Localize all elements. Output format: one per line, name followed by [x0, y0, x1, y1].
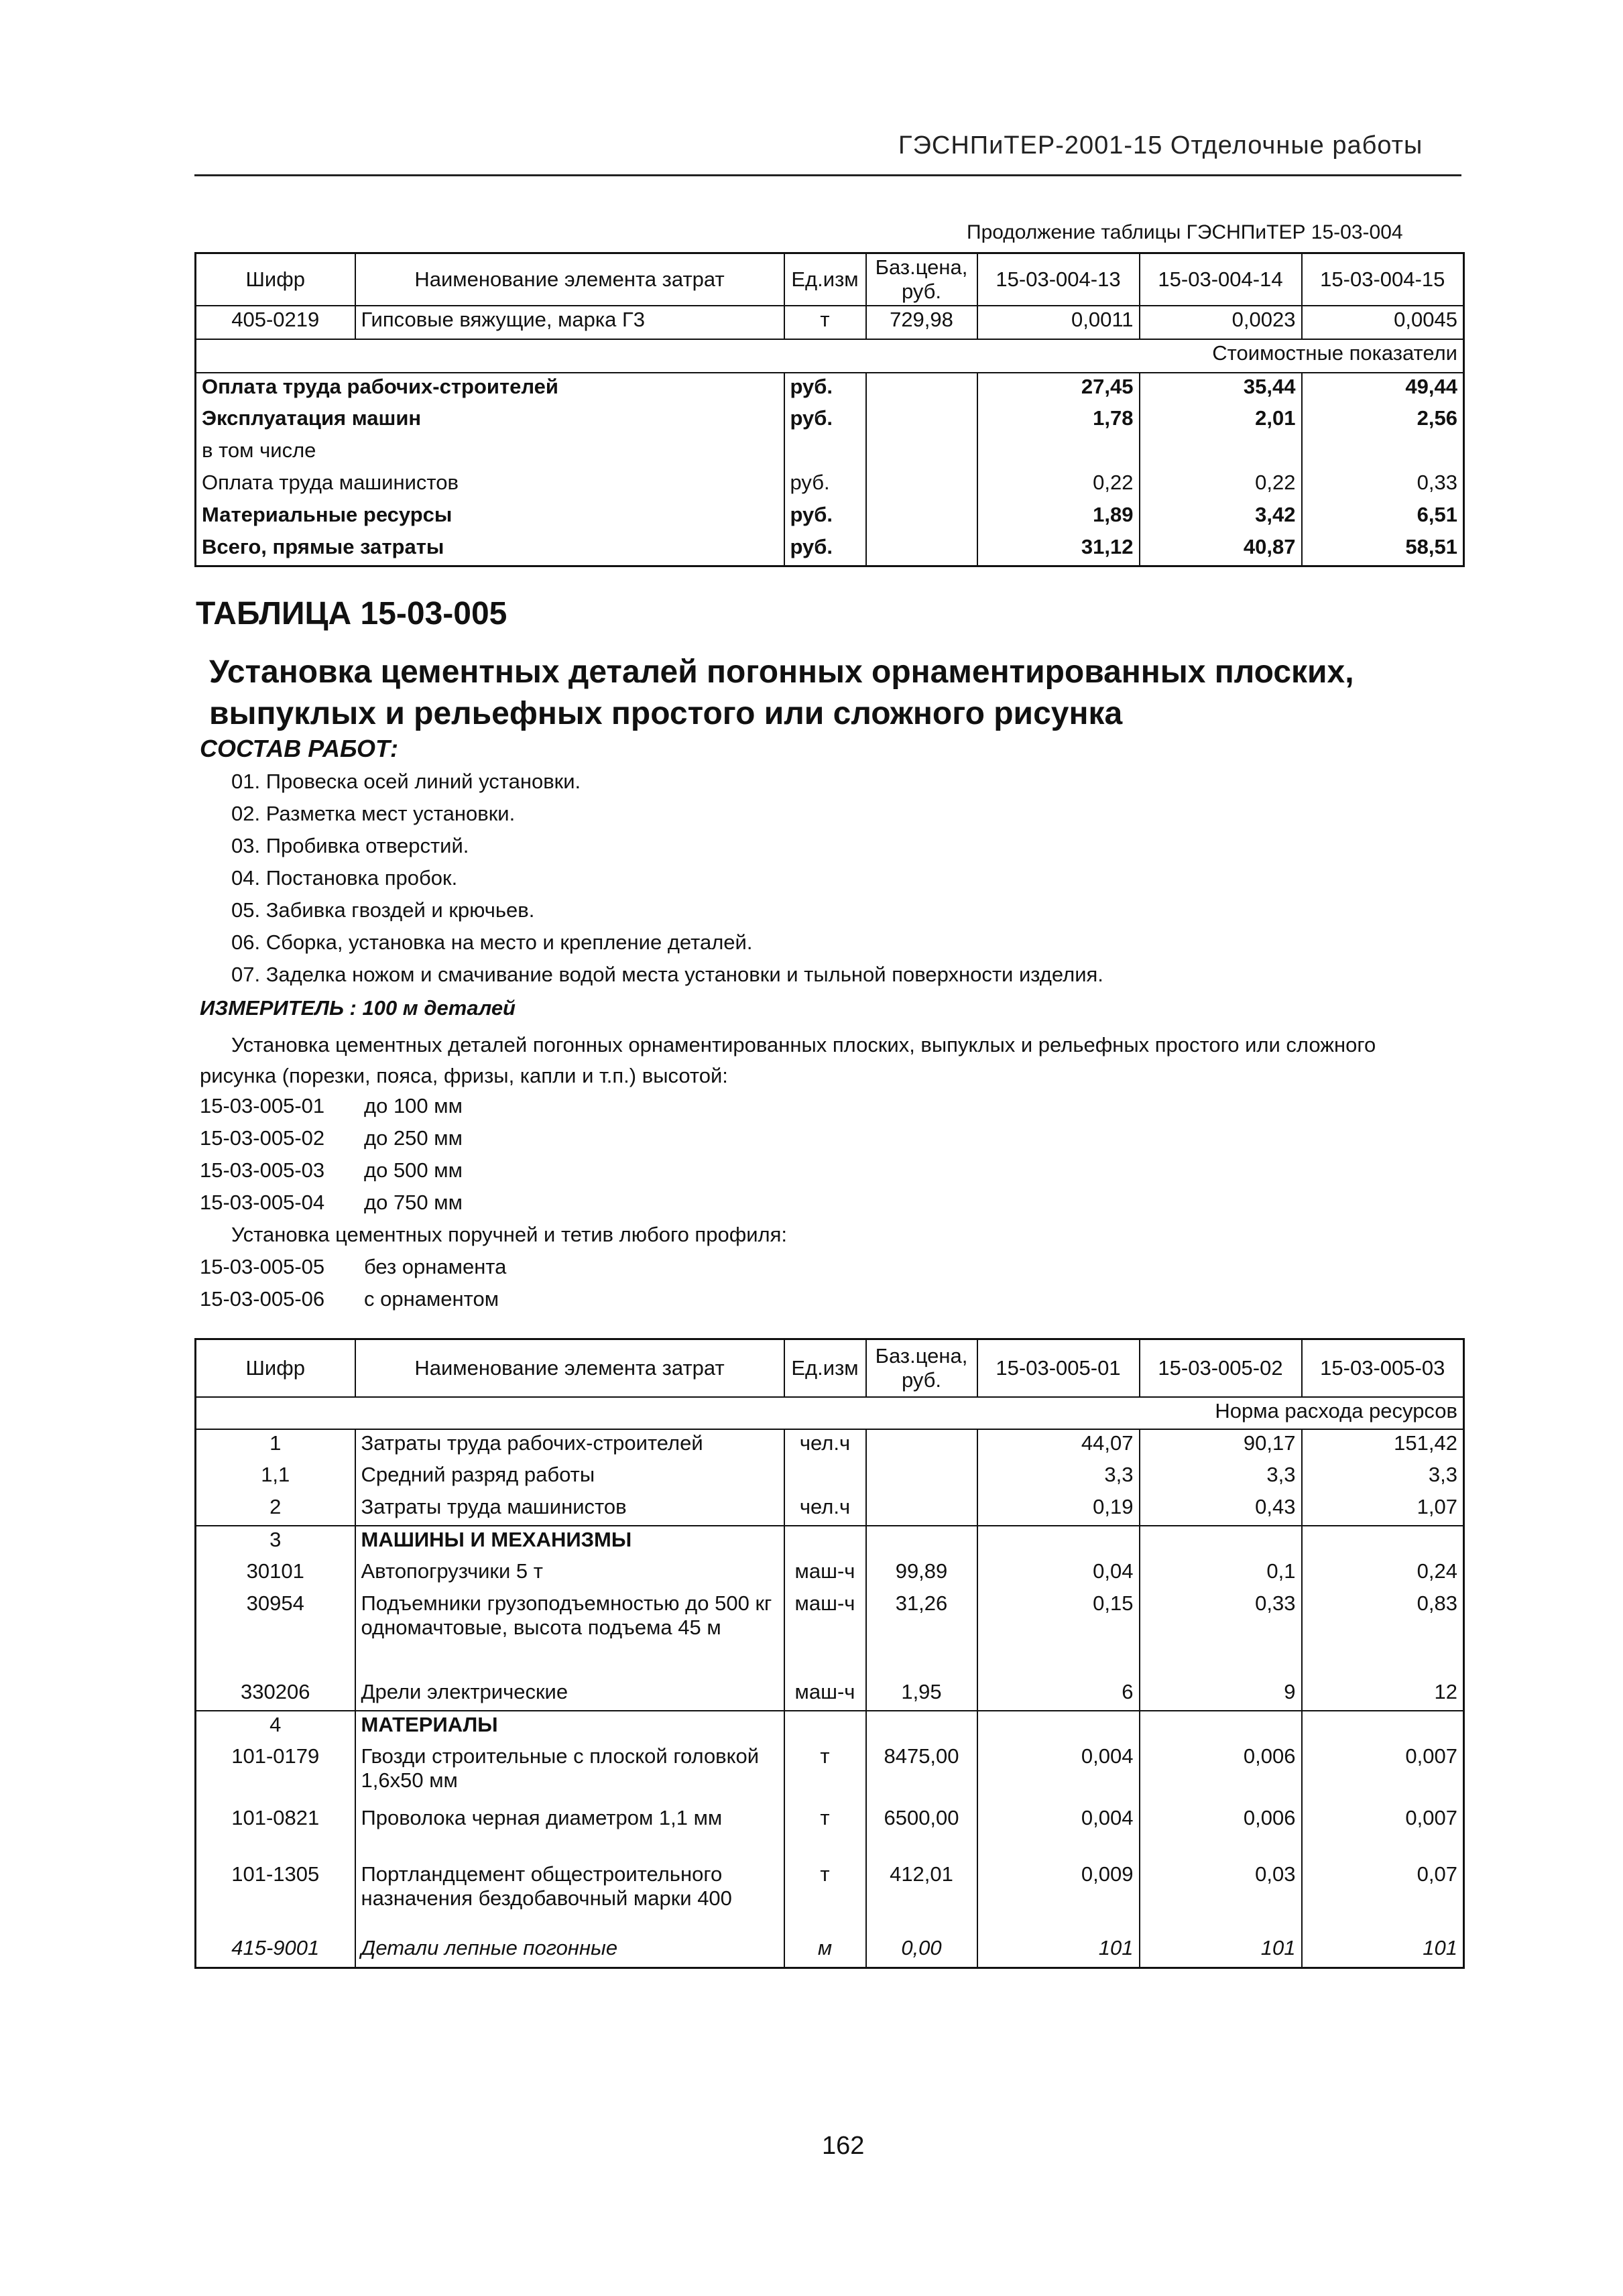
cell-name: Затраты труда машинистов — [355, 1494, 784, 1526]
cell-unit: чел.ч — [784, 1429, 866, 1461]
cell-code: 415-9001 — [196, 1935, 355, 1968]
code-value: до 250 мм — [364, 1126, 463, 1150]
cell-value: 2,01 — [1140, 405, 1302, 437]
cell-unit: руб. — [784, 534, 866, 566]
cell-price: 31,26 — [866, 1590, 977, 1679]
col-header-rate-2: 15-03-004-14 — [1140, 253, 1302, 306]
table-row — [196, 469, 1464, 501]
table-title: ТАБЛИЦА 15-03-005 — [196, 596, 507, 631]
header-rule — [194, 174, 1461, 176]
cell-value: 0,009 — [977, 1861, 1140, 1935]
resource-table-15-03-005 — [194, 1338, 1465, 1969]
cell-value: 0,33 — [1302, 469, 1464, 501]
cell-code: 30101 — [196, 1558, 355, 1590]
col-header-rate-2: 15-03-005-02 — [1140, 1339, 1302, 1397]
cell-value: 3,3 — [1302, 1461, 1464, 1494]
col-header-unit: Ед.изм — [784, 1339, 866, 1397]
table-row — [196, 437, 1464, 469]
cell-value: 101 — [1140, 1935, 1302, 1968]
cell-price: 6500,00 — [866, 1805, 977, 1861]
col-header-rate-1: 15-03-005-01 — [977, 1339, 1140, 1397]
code-label: 15-03-005-05 — [200, 1255, 325, 1278]
cell-value: 0,1 — [1140, 1558, 1302, 1590]
work-step: 03. Пробивка отверстий. — [231, 834, 469, 857]
work-step: 06. Сборка, установка на место и крепление деталей. — [231, 930, 753, 954]
cell-value: 0,22 — [1140, 469, 1302, 501]
work-step: 07. Заделка ножом и смачивание водой места установки и тыльной поверхности изделия. — [231, 963, 1103, 986]
continuation-caption: Продолжение таблицы ГЭСНПиТЕР 15-03-004 — [967, 221, 1403, 243]
cell-code: 4 — [196, 1711, 355, 1743]
col-header-rate-3: 15-03-004-15 — [1302, 253, 1464, 306]
table-row — [196, 1743, 1464, 1805]
code-value: без орнамента — [364, 1255, 507, 1278]
cell-price: 99,89 — [866, 1558, 977, 1590]
cell-code: 1,1 — [196, 1461, 355, 1494]
cell-value: 6,51 — [1302, 501, 1464, 534]
cell-value: 0,83 — [1302, 1590, 1464, 1679]
work-composition-heading: СОСТАВ РАБОТ: — [200, 735, 398, 762]
code-value: до 750 мм — [364, 1191, 463, 1214]
cell-name: Оплата труда машинистов — [196, 469, 784, 501]
cell-unit: руб. — [784, 469, 866, 501]
cell-value: 0,04 — [977, 1558, 1140, 1590]
cell-code: 101-0179 — [196, 1743, 355, 1805]
cell-name: Гипсовые вяжущие, марка Г3 — [355, 306, 784, 339]
cell-value: 0,004 — [977, 1743, 1140, 1805]
cell-value: 0,19 — [977, 1494, 1140, 1526]
cell-unit: м — [784, 1935, 866, 1968]
cell-unit: руб. — [784, 501, 866, 534]
table-row — [196, 1429, 1464, 1461]
cell-value: 12 — [1302, 1679, 1464, 1711]
cell-unit — [784, 1461, 866, 1494]
cell-price: 1,95 — [866, 1679, 977, 1711]
table-row — [196, 1494, 1464, 1526]
cell-name: Детали лепные погонные — [355, 1935, 784, 1968]
description-paragraph-2: Установка цементных поручней и тетив любого профиля: — [231, 1223, 788, 1246]
code-value: до 500 мм — [364, 1158, 463, 1182]
cell-value: 151,42 — [1302, 1429, 1464, 1461]
cell-value: 0,006 — [1140, 1805, 1302, 1861]
cell-value: 90,17 — [1140, 1429, 1302, 1461]
cell-price — [866, 1461, 977, 1494]
table-row — [196, 405, 1464, 437]
cell-value: 0,007 — [1302, 1805, 1464, 1861]
col-header-price: Баз.цена, руб. — [866, 1339, 977, 1397]
table-row — [196, 1679, 1464, 1711]
col-header-code: Шифр — [196, 1339, 355, 1397]
cell-value: 0,24 — [1302, 1558, 1464, 1590]
cell-price — [866, 1429, 977, 1461]
code-label: 15-03-005-03 — [200, 1158, 325, 1182]
code-label: 15-03-005-06 — [200, 1287, 325, 1311]
cell-code: 30954 — [196, 1590, 355, 1679]
table-row — [196, 1711, 1464, 1743]
cell-price — [866, 1494, 977, 1526]
col-header-name: Наименование элемента затрат — [355, 253, 784, 306]
col-header-rate-3: 15-03-005-03 — [1302, 1339, 1464, 1397]
cell-price: 0,00 — [866, 1935, 977, 1968]
table-subtitle: Установка цементных деталей погонных орнаментированных плоских, выпуклых и рельефных простого или сложного рисунка — [209, 654, 1354, 731]
cell-value: 0,006 — [1140, 1743, 1302, 1805]
cell-value: 0,33 — [1140, 1590, 1302, 1679]
cell-value: 3,3 — [1140, 1461, 1302, 1494]
cost-table-15-03-004 — [194, 252, 1465, 567]
table-row — [196, 1558, 1464, 1590]
cell-value: 31,12 — [977, 534, 1140, 566]
cell-unit: т — [784, 1861, 866, 1935]
table-row — [196, 1861, 1464, 1935]
cell-name: в том числе — [196, 437, 784, 469]
cell-value: 6 — [977, 1679, 1140, 1711]
cell-value: 1,89 — [977, 501, 1140, 534]
work-step: 02. Разметка мест установки. — [231, 802, 516, 825]
cell-value: 9 — [1140, 1679, 1302, 1711]
cell-value: 101 — [977, 1935, 1140, 1968]
cell-value: 0,0045 — [1302, 306, 1464, 339]
cell-name: Автопогрузчики 5 т — [355, 1558, 784, 1590]
cell-value: 0,004 — [977, 1805, 1140, 1861]
cell-price: 729,98 — [866, 306, 977, 339]
cell-unit: руб. — [784, 373, 866, 405]
cell-price: 8475,00 — [866, 1743, 977, 1805]
cell-value: 0,03 — [1140, 1861, 1302, 1935]
cell-value: 2,56 — [1302, 405, 1464, 437]
col-header-code: Шифр — [196, 253, 355, 306]
cell-value: 27,45 — [977, 373, 1140, 405]
cell-unit: т — [784, 306, 866, 339]
cell-code: 101-0821 — [196, 1805, 355, 1861]
code-label: 15-03-005-02 — [200, 1126, 325, 1150]
cell-code: 101-1305 — [196, 1861, 355, 1935]
cell-name: Подъемники грузоподъемностью до 500 кг одномачтовые, высота подъема 45 м — [355, 1590, 784, 1679]
cell-value: 101 — [1302, 1935, 1464, 1968]
code-label: 15-03-005-01 — [200, 1094, 325, 1117]
col-header-price: Баз.цена, руб. — [866, 253, 977, 306]
col-header-name: Наименование элемента затрат — [355, 1339, 784, 1397]
cell-name: Дрели электрические — [355, 1679, 784, 1711]
table-row — [196, 306, 1464, 339]
cell-name: Оплата труда рабочих-строителей — [196, 373, 784, 405]
cell-unit: маш-ч — [784, 1558, 866, 1590]
cell-value: 0,007 — [1302, 1743, 1464, 1805]
cell-value: 0,0011 — [977, 306, 1140, 339]
table-row — [196, 1526, 1464, 1558]
cell-value: 0,22 — [977, 469, 1140, 501]
cell-value: 3,42 — [1140, 501, 1302, 534]
cell-unit: т — [784, 1805, 866, 1861]
cell-price: 412,01 — [866, 1861, 977, 1935]
table-row — [196, 1935, 1464, 1968]
code-value: с орнаментом — [364, 1287, 499, 1311]
cell-unit: маш-ч — [784, 1679, 866, 1711]
cell-unit: т — [784, 1743, 866, 1805]
cell-name: Затраты труда рабочих-строителей — [355, 1429, 784, 1461]
col-header-unit: Ед.изм — [784, 253, 866, 306]
table-row — [196, 1590, 1464, 1679]
table-row — [196, 1461, 1464, 1494]
code-value: до 100 мм — [364, 1094, 463, 1117]
cell-code: 3 — [196, 1526, 355, 1558]
cell-name: МАШИНЫ И МЕХАНИЗМЫ — [355, 1526, 784, 1558]
cell-value: 0,07 — [1302, 1861, 1464, 1935]
running-header: ГЭСНПиТЕР-2001-15 Отделочные работы — [898, 131, 1423, 160]
table-row — [196, 1805, 1464, 1861]
col-header-rate-1: 15-03-004-13 — [977, 253, 1140, 306]
cell-name: Средний разряд работы — [355, 1461, 784, 1494]
description-paragraph: Установка цементных деталей погонных орнаментированных плоских, выпуклых и рельефных простого или сложного рисунка (порезки, пояса, фризы, капли и т.п.) высотой: — [200, 1033, 1376, 1087]
cell-value: 0,0023 — [1140, 306, 1302, 339]
cell-value: 49,44 — [1302, 373, 1464, 405]
work-step: 05. Забивка гвоздей и крючьев. — [231, 898, 535, 922]
cell-name: МАТЕРИАЛЫ — [355, 1711, 784, 1743]
section-resource-norms: Норма расхода ресурсов — [196, 1397, 1464, 1429]
cell-name: Проволока черная диаметром 1,1 мм — [355, 1805, 784, 1861]
measurement-unit: ИЗМЕРИТЕЛЬ : 100 м деталей — [200, 996, 516, 1020]
table-row — [196, 534, 1464, 566]
section-cost-indicators: Стоимостные показатели — [196, 339, 1464, 373]
cell-unit: чел.ч — [784, 1494, 866, 1526]
cell-code: 330206 — [196, 1679, 355, 1711]
cell-value: 58,51 — [1302, 534, 1464, 566]
cell-name: Материальные ресурсы — [196, 501, 784, 534]
table-row — [196, 373, 1464, 405]
cell-value: 35,44 — [1140, 373, 1302, 405]
page-number: 162 — [822, 2132, 865, 2160]
cell-name: Всего, прямые затраты — [196, 534, 784, 566]
cell-value: 0,15 — [977, 1590, 1140, 1679]
cell-code: 1 — [196, 1429, 355, 1461]
code-label: 15-03-005-04 — [200, 1191, 325, 1214]
cell-name: Эксплуатация машин — [196, 405, 784, 437]
cell-value: 40,87 — [1140, 534, 1302, 566]
cell-unit: маш-ч — [784, 1590, 866, 1679]
cell-code: 2 — [196, 1494, 355, 1526]
cell-value: 1,78 — [977, 405, 1140, 437]
work-step: 04. Постановка пробок. — [231, 866, 458, 890]
cell-value: 0,43 — [1140, 1494, 1302, 1526]
cell-value: 3,3 — [977, 1461, 1140, 1494]
table-row — [196, 501, 1464, 534]
cell-name: Гвозди строительные с плоской головкой 1,6x50 мм — [355, 1743, 784, 1805]
cell-value: 1,07 — [1302, 1494, 1464, 1526]
cell-code: 405-0219 — [196, 306, 355, 339]
cell-name: Портландцемент общестроительного назначения бездобавочный марки 400 — [355, 1861, 784, 1935]
work-step: 01. Провеска осей линий установки. — [231, 770, 581, 793]
cell-unit: руб. — [784, 405, 866, 437]
cell-value: 44,07 — [977, 1429, 1140, 1461]
